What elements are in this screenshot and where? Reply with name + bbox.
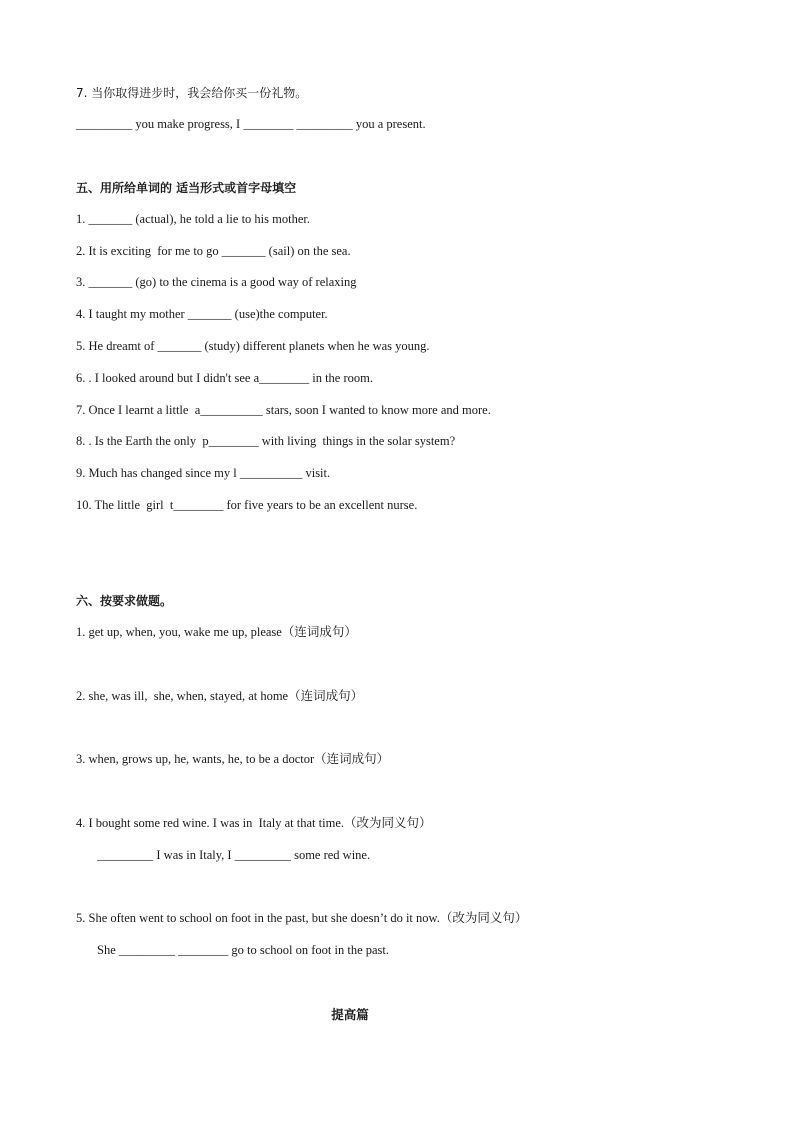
question-7-prompt: 7. 当你取得进步时，我会给你买一份礼物。: [76, 86, 308, 100]
section-5-item-5: 5. He dreamt of _______ (study) different planets when he was young.: [76, 339, 430, 353]
section-5-item-4: 4. I taught my mother _______ (use)the computer.: [76, 307, 328, 321]
advanced-section-title: 提高篇: [331, 1007, 369, 1022]
question-7-answer-line: _________ you make progress, I ________ _________ you a present.: [76, 117, 426, 131]
section-5-item-9: 9. Much has changed since my l __________ visit.: [76, 466, 331, 480]
section-6-question-4-answer: _________ I was in Italy, I _________ some red wine.: [97, 848, 371, 862]
section-5-item-8: 8. . Is the Earth the only p________ with living things in the solar system?: [76, 434, 456, 448]
section-6-question-1: 1. get up, when, you, wake me up, please（连词成句）: [76, 625, 357, 639]
section-6-question-5-answer: She _________ ________ go to school on foot in the past.: [97, 943, 389, 957]
section-5-item-6: 6. . I looked around but I didn't see a________ in the room.: [76, 371, 373, 385]
section-5-heading: 五、用所给单词的 适当形式或首字母填空: [76, 181, 297, 195]
section-5-item-2: 2. It is exciting for me to go _______ (sail) on the sea.: [76, 244, 351, 258]
section-5-item-7: 7. Once I learnt a little a__________ stars, soon I wanted to know more and more.: [76, 403, 491, 417]
section-6-heading: 六、按要求做题。: [76, 594, 173, 608]
section-6-question-4: 4. I bought some red wine. I was in Italy at that time.（改为同义句）: [76, 816, 432, 830]
section-6-question-3: 3. when, grows up, he, wants, he, to be a doctor（连词成句）: [76, 752, 390, 766]
section-5-item-3: 3. _______ (go) to the cinema is a good way of relaxing: [76, 275, 357, 289]
section-5-item-1: 1. _______ (actual), he told a lie to his mother.: [76, 212, 310, 226]
section-5-item-10: 10. The little girl t________ for five years to be an excellent nurse.: [76, 498, 418, 512]
section-6-question-2: 2. she, was ill, she, when, stayed, at home（连词成句）: [76, 689, 364, 703]
section-6-question-5: 5. She often went to school on foot in the past, but she doesn’t do it now.（改为同义句）: [76, 911, 528, 925]
